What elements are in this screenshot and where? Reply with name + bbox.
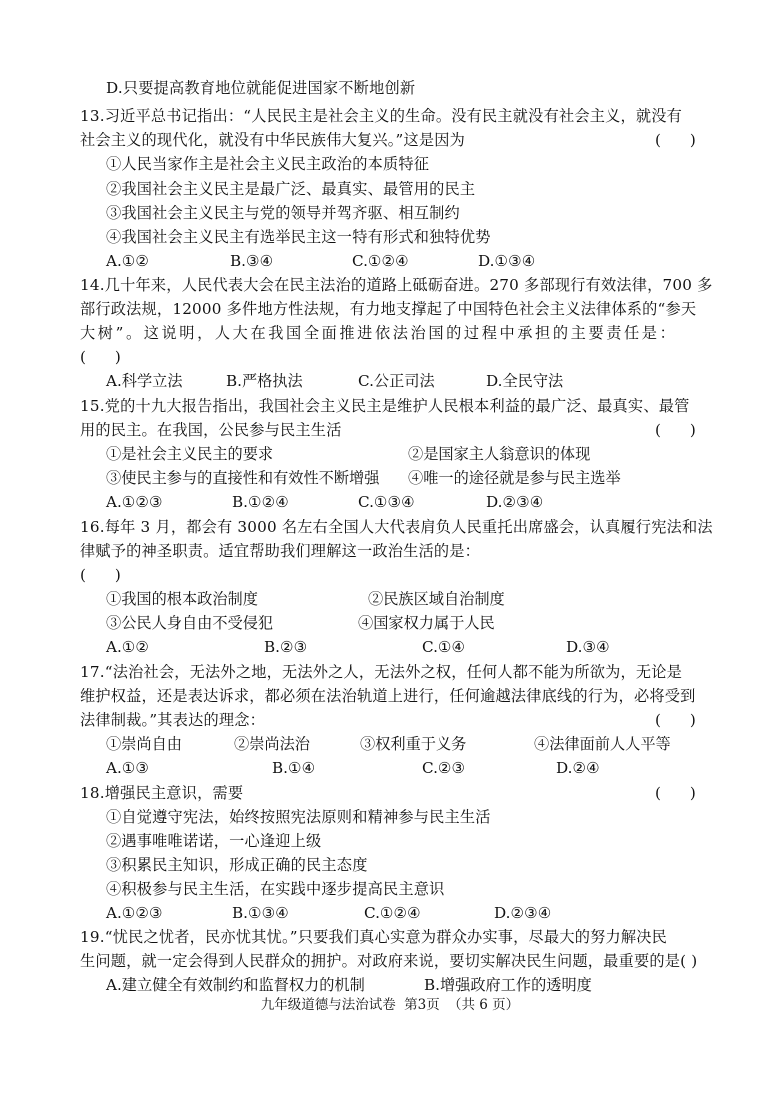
statement-1: ①是社会主义民主的要求: [106, 445, 274, 463]
statement-2: ②民族区域自治制度: [368, 590, 505, 608]
statement-1: ①自觉遵守宪法，始终按照宪法原则和精神参与民主生活: [106, 808, 491, 826]
option-b: B.①③④: [232, 904, 289, 922]
option-b: B.①④: [272, 759, 316, 777]
question-text: 部行政法规，12000 多件地方性法规，有力地支撑起了中国特色社会主义法律体系的“参天: [80, 300, 697, 318]
statement-3: ③我国社会主义民主与党的领导并驾齐驱、相互制约: [106, 204, 460, 222]
statement-1: ①人民当家作主是社会主义民主政治的本质特征: [106, 155, 430, 173]
question-text: 18.增强民主意识，需要: [80, 784, 244, 802]
option-d: D.②③④: [486, 493, 544, 511]
option-d: D.②③④: [494, 904, 552, 922]
option-c: C.①②④: [352, 252, 409, 270]
question-text: 社会主义的现代化，就没有中华民族伟大复兴。”这是因为: [80, 131, 466, 149]
option-b: B.严格执法: [226, 372, 303, 390]
option-d: D.只要提高教育地位就能促进国家不断地创新: [106, 79, 416, 97]
option-a: A.①②: [106, 252, 150, 270]
question-text: 19.“忧民之忧者，民亦忧其忧。”只要我们真心实意为群众办实事，尽最大的努力解决民: [80, 928, 668, 946]
page-footer: [0, 996, 780, 1014]
option-b: B.②③: [264, 638, 308, 656]
question-text: 法律制裁。”其表达的理念：: [80, 711, 266, 729]
option-a: A.①②③: [106, 904, 163, 922]
question-text: 17.“法治社会，无法外之地，无法外之人，无法外之权，任何人都不能为所欲为，无论是: [80, 663, 683, 681]
statement-1: ①崇尚自由: [106, 735, 182, 753]
answer-blank[interactable]: ( ): [655, 131, 696, 149]
question-text: 大树”。这说明，人大在我国全面推进依法治国的过程中承担的主要责任是：: [80, 324, 678, 342]
answer-blank[interactable]: ( ): [655, 784, 696, 802]
option-a: A.科学立法: [106, 372, 183, 390]
question-text: 15.党的十九大报告指出，我国社会主义民主是维护人民根本利益的最广泛、最真实、最管: [80, 397, 690, 415]
answer-blank[interactable]: ( ): [655, 711, 696, 729]
question-text: 维护权益，还是表达诉求，都必须在法治轨道上进行，任何逾越法律底线的行为，必将受到: [80, 687, 696, 705]
statement-2: ②是国家主人翁意识的体现: [408, 445, 591, 463]
option-c: C.①④: [422, 638, 466, 656]
option-d: D.③④: [566, 638, 610, 656]
statement-3: ③公民人身自由不受侵犯: [106, 614, 274, 632]
question-text: 14.几十年来，人民代表大会在民主法治的道路上砥砺奋进。270 多部现行有效法律，700 多: [80, 276, 713, 294]
statement-4: ④唯一的途径就是参与民主选举: [408, 469, 621, 487]
option-a: A.①③: [106, 759, 150, 777]
option-d: D.全民守法: [486, 372, 564, 390]
question-text: 生问题，就一定会得到人民群众的拥护。对政府来说，要切实解决民生问题，最重要的是( ): [80, 952, 698, 970]
statement-4: ④法律面前人人平等: [534, 735, 671, 753]
answer-blank[interactable]: ( ): [80, 566, 121, 584]
exam-title: 九年级道德与法治试卷: [260, 997, 396, 1013]
page-number: 第3页: [404, 997, 440, 1013]
statement-2: ②我国社会主义民主是最广泛、最真实、最管用的民主: [106, 180, 476, 198]
statement-3: ③权利重于义务: [360, 735, 467, 753]
option-d: D.①③④: [478, 252, 536, 270]
question-text: 13.习近平总书记指出：“人民民主是社会主义的生命。没有民主就没有社会主义，就没有: [80, 107, 683, 125]
statement-2: ②崇尚法治: [234, 735, 310, 753]
option-a: A.①②: [106, 638, 150, 656]
answer-blank[interactable]: ( ): [655, 421, 696, 439]
question-text: 律赋予的神圣职责。适宜帮助我们理解这一政治生活的是：: [80, 542, 481, 560]
statement-3: ③使民主参与的直接性和有效性不断增强: [106, 469, 380, 487]
option-b: B.①②④: [232, 493, 289, 511]
question-text: 用的民主。在我国，公民参与民主生活: [80, 421, 342, 439]
option-c: C.①③④: [358, 493, 415, 511]
question-text: 16.每年 3 月，都会有 3000 名左右全国人大代表肩负人民重托出席盛会，认真履行宪法和法: [80, 518, 713, 536]
option-c: C.②③: [422, 759, 466, 777]
answer-blank[interactable]: ( ): [80, 348, 121, 366]
option-b: B.增强政府工作的透明度: [424, 976, 592, 994]
statement-4: ④积极参与民主生活，在实践中逐步提高民主意识: [106, 880, 445, 898]
statement-1: ①我国的根本政治制度: [106, 590, 258, 608]
option-a: A.①②③: [106, 493, 163, 511]
option-a: A.建立健全有效制约和监督权力的机制: [106, 976, 365, 994]
option-c: C.①②④: [364, 904, 421, 922]
option-d: D.②④: [556, 759, 600, 777]
option-c: C.公正司法: [358, 372, 435, 390]
statement-4: ④国家权力属于人民: [358, 614, 495, 632]
statement-3: ③积累民主知识，形成正确的民主态度: [106, 856, 368, 874]
option-b: B.③④: [230, 252, 274, 270]
statement-2: ②遇事唯唯诺诺，一心逢迎上级: [106, 832, 322, 850]
statement-4: ④我国社会主义民主有选举民主这一特有形式和独特优势: [106, 228, 491, 246]
page-total: （共 6 页）: [448, 997, 520, 1013]
